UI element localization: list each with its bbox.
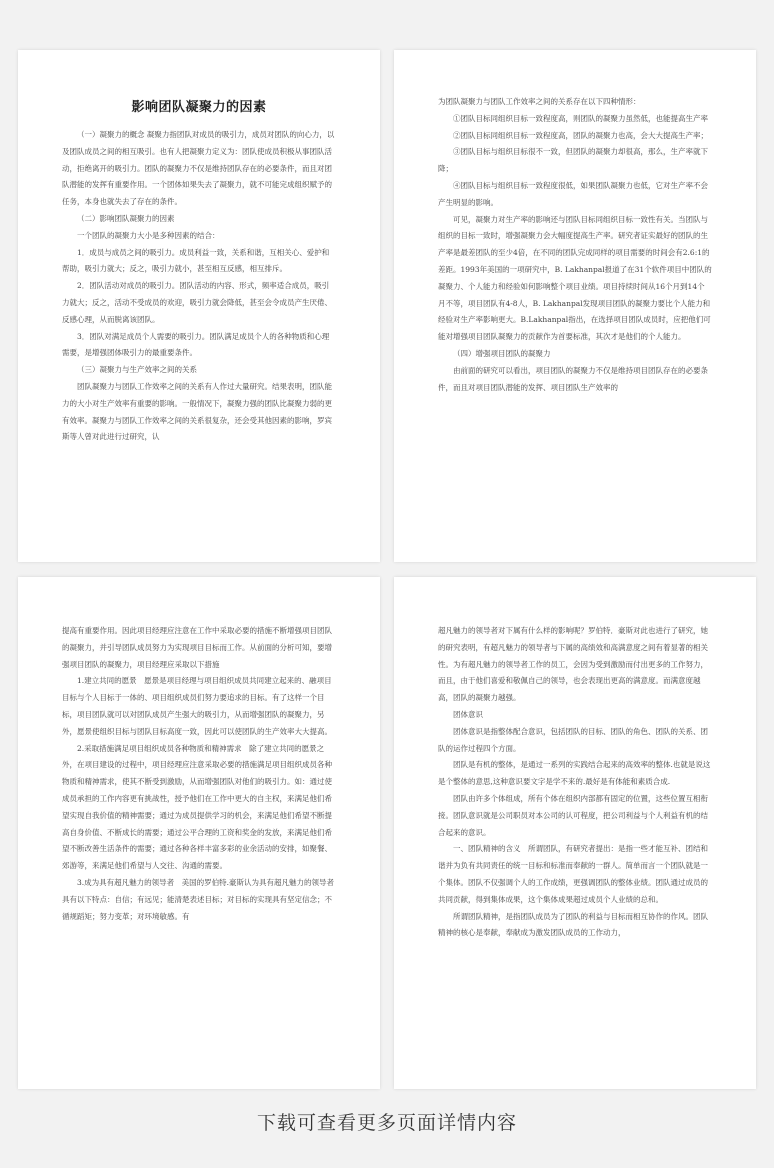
- paragraph: 一个团队的凝聚力大小是多种因素的结合：: [77, 230, 220, 240]
- section-heading: 团体意识: [453, 709, 483, 719]
- paragraph: 超凡魅力的领导者对下属有什么样的影响呢？罗伯特．豪斯对此也进行了研究，她的研究表明，有超凡魅力的领导者与下属的高绩效和高满意度之间有着显著的相关性。为有超凡魅力的领导者工作的员工，会因为受到激励而付出更多的工作努力，而且，由于他们喜爱和敬佩自己的领导，也会表现出更高的满意度。而满意度越高，团队的凝聚力越强。: [438, 626, 708, 703]
- paragraph: 1.建立共同的愿景 愿景是项目经理与项目组织成员共同建立起来的、融项目目标与个人目标于一体的、项目组织成员们努力要追求的目标。有了这样一个目标，项目团队就可以对团队成员产生强大的吸引力，从而增强团队的凝聚力，另外，愿景使组织目标与团队目标高度一致，因此可以使团队的生产效率大大提高。: [62, 676, 332, 736]
- paragraph: 由前面的研究可以看出，项目团队的凝聚力不仅是维持项目团队存在的必要条件，而且对项目团队潜能的发挥、项目团队生产效率的: [438, 365, 708, 392]
- paragraph: ①团队目标同组织目标一致程度高，则团队的凝聚力虽然低，也能提高生产率: [453, 113, 708, 123]
- paragraph: 一、团队精神的含义 所谓团队，有研究者提出：是指一些才能互补、团结和谐并为负有共同责任的统一目标和标准而奉献的一群人。简单而言一个团队就是一个集体。团队不仅强调个人的工作成绩，更强调团队的整体业绩。团队通过成员的共同贡献，得到集体成果，这个集体成果超过成员个人业绩的总和。: [438, 844, 708, 904]
- section-heading: （二）影响团队凝聚力的因素: [77, 213, 175, 223]
- section-heading: （四）增强项目团队的凝聚力: [453, 348, 551, 358]
- paragraph: 1．成员与成员之间的吸引力。成员利益一致，关系和谐，互相关心、爱护和帮助，吸引力就大；反之，吸引力就小，甚至相互反感，相互排斥。: [62, 247, 330, 274]
- paragraph: 2.采取措施满足项目组织成员各种物质和精神需求 除了建立共同的愿景之外，在项目建设的过程中，项目经理应注意采取必要的措施满足项目组织成员各种物质和精神需求，使其不断受到激励，从而增强团队对他们的吸引力。如：通过使成员承担的工作内容更有挑战性，授予他们在工作中更大的自主权，来满足他们希望实现自我价值的精神需要；通过为成员提供学习的机会，来满足他们希望不断提高自身价值、不断成长的需要；通过公平合理的工资和奖金的发放，来满足他们希望不断改善生活条件的需要；通过各种各样丰富多彩的业余活动的安排，如聚餐、郊游等，来满足他们希望与人交往、沟通的需要。: [62, 743, 332, 871]
- paragraph: ④团队目标与组织目标一致程度很低，如果团队凝聚力也低，它对生产率不会产生明显的影响。: [438, 180, 708, 207]
- document-page-4: [394, 577, 756, 1089]
- paragraph: 3.成为具有超凡魅力的领导者 美国的罗伯特.豪斯认为具有超凡魅力的领导者具有以下特点：自信；有远见；能清楚表述目标；对目标的实现具有坚定信念；不循规蹈矩；努力变革；对环境敏感。有: [62, 877, 335, 921]
- paragraph: 团队凝聚力与团队工作效率之间的关系有人作过大量研究。结果表明，团队能力的大小对生产效率有重要的影响。一般情况下，凝聚力强的团队比凝聚力弱的更有效率。凝聚力与团队工作效率之间的关系很复杂，还会受其他因素的影响，罗宾斯等人曾对此进行过研究，认: [62, 381, 332, 442]
- paragraph: ③团队目标与组织目标很不一致，但团队的凝聚力却很高，那么，生产率就下降；: [438, 147, 708, 174]
- paragraph: 2．团队活动对成员的吸引力。团队活动的内容、形式，频率适合成员，吸引力就大；反之，活动不受成员的欢迎，吸引力就会降低，甚至会令成员产生厌倦、反感心理，从而脱离该团队。: [62, 281, 332, 324]
- section-heading: （三）凝聚力与生产效率之间的关系: [77, 365, 197, 375]
- paragraph: 所谓团队精神，是指团队成员为了团队的利益与目标而相互协作的作风。团队精神的核心是奉献，奉献成为激发团队成员的工作动力，: [438, 911, 708, 938]
- paragraph: 团体意识是指整体配合意识，包括团队的目标、团队的角色、团队的关系、团队的运作过程四个方面。: [438, 726, 708, 753]
- paragraph: 团队是有机的整体，是通过一系列的实践结合起来的高效率的整体.也就是说这是个整体的意思,这种意识要文字是学不来的.最好是有体能和素质合成.: [438, 760, 711, 787]
- paragraph: 提高有重要作用。因此项目经理应注意在工作中采取必要的措施不断增强项目团队的凝聚力，并引导团队成员努力为实现项目目标而工作。从前面的分析可知，要增强项目团队的凝聚力，项目经理应采取以下措施: [62, 626, 332, 669]
- document-page-1: [18, 50, 380, 562]
- paragraph: 可见，凝聚力对生产率的影响还与团队目标同组织目标一致性有关。当团队与组织的目标一致时，增强凝聚力会大幅度提高生产率。研究者证实最好的团队的生产率是最差团队的至少4倍，在不同的团队完成同样的项目需要的时间会有2.6:1的差距。1993年美国的一项研究中，B. Lakhanpal报道了在31个软件项目中团队的凝聚力、个人能力和经验如何影响整个项目业绩。项目持续时间从16个月到14个月不等，项目团队有4-8人，B. Lakhanpal发现项目团队的凝聚力要比个人能力和经验对生产率影响更大。B.Lakhanpal指出，在选择项目团队成员时，应把他们可能对增强项目团队凝聚力的贡献作为首要标准，其次才是他们的个人能力。: [438, 214, 712, 342]
- document-page-3: [18, 577, 380, 1089]
- document-page-2: [394, 50, 756, 562]
- paragraph: 3．团队对满足成员个人需要的吸引力。团队满足成员个人的各种物质和心理需要，是增强团体吸引力的最重要条件。: [62, 331, 330, 358]
- download-more-caption[interactable]: 下载可查看更多页面详情内容: [256, 1112, 517, 1134]
- paragraph: （一）凝聚力的概念 凝聚力指团队对成员的吸引力，成员对团队的向心力，以及团队成员之间的相互吸引。也有人把凝聚力定义为：团队使成员积极从事团队活动，拒绝离开的吸引力。团队的凝聚力不仅是维持团队存在的必要条件，而且对团队潜能的发挥有重要作用。一个团体如果失去了凝聚力，就不可能完成组织赋予的任务，本身也就失去了存在的条件。: [62, 130, 335, 207]
- paragraph: ②团队目标同组织目标一致程度高，团队的凝聚力也高，会大大提高生产率；: [453, 130, 708, 140]
- paragraph: 为团队凝聚力与团队工作效率之间的关系存在以下四种情形：: [438, 97, 641, 106]
- paragraph: 团队由许多个体组成，所有个体在组织内部都有固定的位置，这些位置互相衔接。团队意识就是公司职员对本公司的认可程度，把公司利益与个人利益有机的结合起来的意识。: [438, 793, 708, 837]
- document-title: 影响团队凝聚力的因素: [131, 100, 267, 115]
